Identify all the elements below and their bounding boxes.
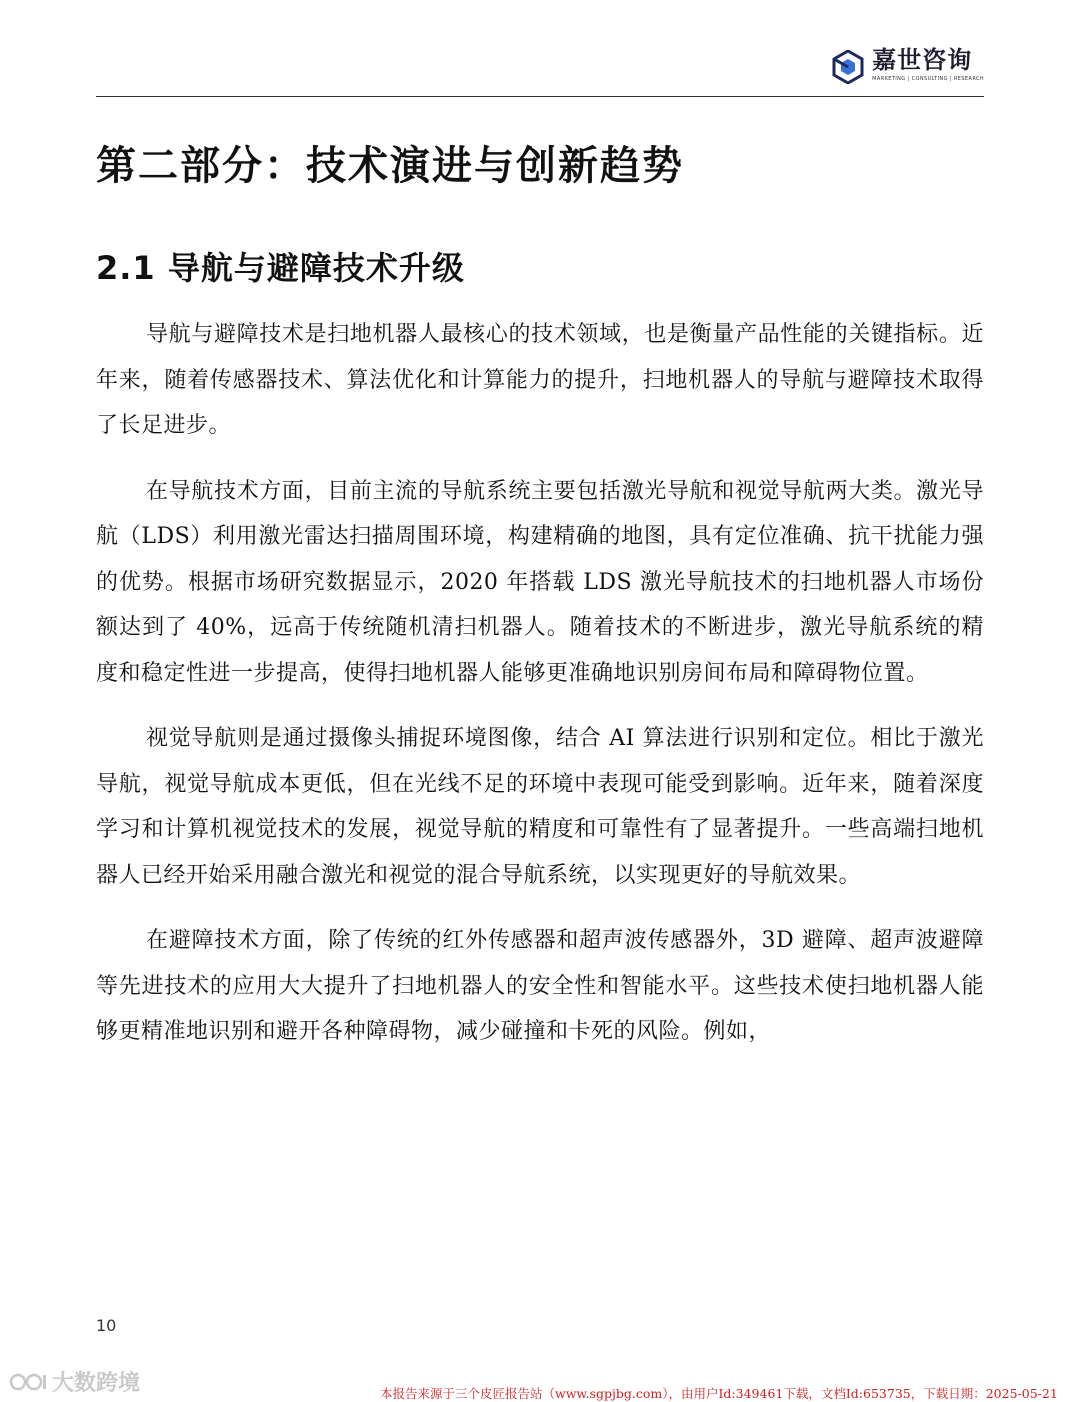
page-number: 10 — [96, 1316, 117, 1335]
logo-tagline: MARKETING | CONSULTING | RESEARCH — [872, 76, 984, 82]
page-header — [96, 40, 984, 97]
company-logo — [832, 46, 984, 90]
footer-source-note: 本报告来源于三个皮匠报告站（www.sgpjbg.com），由用户Id:349461下载，文档Id:653735，下载日期：2025-05-21 — [380, 1386, 1058, 1401]
watermark-brand — [8, 1366, 140, 1397]
watermark-logo-icon — [8, 1371, 48, 1393]
paragraph-3: 视觉导航则是通过摄像头捕捉环境图像，结合 AI 算法进行识别和定位。相比于激光导航，视觉导航成本更低，但在光线不足的环境中表现可能受到影响。近年来，随着深度学习和计算机视觉技术的发展，视觉导航的精度和可靠性有了显著提升。一些高端扫地机器人已经开始采用融合激光和视觉的混合导航系统，以实现更好的导航效果。 — [96, 726, 984, 888]
part-title: 第二部分：技术演进与创新趋势 — [96, 143, 684, 189]
watermark-brand-text: 大数跨境 — [52, 1371, 141, 1396]
paragraph-2: 在导航技术方面，目前主流的导航系统主要包括激光导航和视觉导航两大类。激光导航（LDS）利用激光雷达扫描周围环境，构建精确的地图，具有定位准确、抗干扰能力强的优势。根据市场研究数据显示，2020 年搭载 LDS 激光导航技术的扫地机器人市场份额达到了 40%，远高于传统随机清扫机器人。随着技术的不断进步，激光导航系统的精度和稳定性进一步提高，使得扫地机器人能够更准确地识别房间布局和障碍物位置。 — [96, 478, 984, 686]
body-text — [96, 312, 984, 1075]
logo-name: 嘉世咨询 — [872, 46, 973, 74]
section-title: 2.1 导航与避障技术升级 — [96, 249, 465, 287]
paragraph-4: 在避障技术方面，除了传统的红外传感器和超声波传感器外，3D 避障、超声波避障等先进技术的应用大大提升了扫地机器人的安全性和智能水平。这些技术使扫地机器人能够更精准地识别和避开各种障碍物，减少碰撞和卡死的风险。例如， — [96, 928, 984, 1044]
logo-mark-icon — [832, 50, 864, 84]
paragraph-1: 导航与避障技术是扫地机器人最核心的技术领域，也是衡量产品性能的关键指标。近年来，随着传感器技术、算法优化和计算能力的提升，扫地机器人的导航与避障技术取得了长足进步。 — [96, 322, 984, 438]
